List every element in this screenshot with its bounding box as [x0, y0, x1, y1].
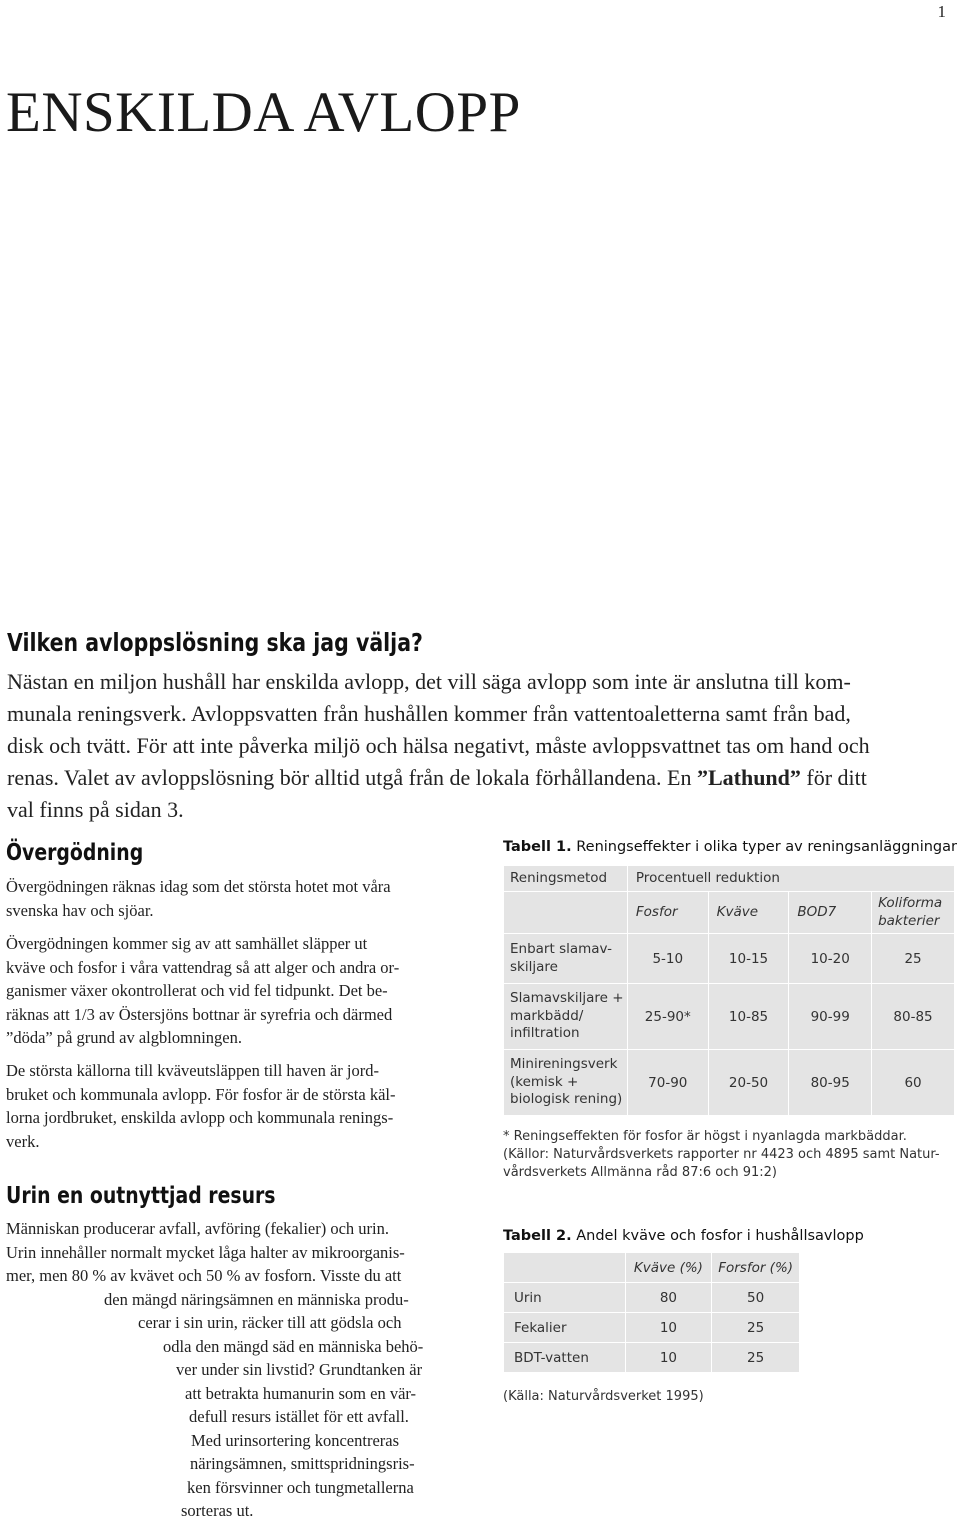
text-line: De största källorna till kväveutsläppen till haven är jord-	[6, 1061, 379, 1080]
text-line: sorteras ut.	[181, 1501, 254, 1520]
table2-header: Forsfor (%)	[712, 1253, 800, 1283]
intro-paragraph	[7, 666, 955, 826]
table1-cell: 10-85	[708, 984, 789, 1050]
text-line: att betrakta humanurin som en vär-	[185, 1383, 417, 1403]
page-title: ENSKILDA AVLOPP	[6, 81, 521, 144]
overgodning-paragraph-1	[6, 875, 466, 922]
text-line: räknas att 1/3 av Östersjöns bottnar är syrefria och därmed	[6, 1004, 393, 1024]
lathund-link-text: ”Lathund”	[696, 765, 801, 790]
text-line: cerar i sin urin, räcker till att gödsla och	[138, 1313, 402, 1332]
note-line: vårdsverkets Allmänna råd 87:6 och 91:2)	[503, 1165, 777, 1180]
note-line: (Källor: Naturvårdsverkets rapporter nr 4423 och 4895 samt Natur-	[503, 1147, 940, 1162]
table1-caption-text: Reningseffekter i olika typer av reningsanläggningar	[571, 839, 957, 855]
method-line: skiljare	[510, 958, 558, 975]
table1-header-method: Reningsmetod	[504, 866, 628, 892]
page-number: 1	[937, 2, 946, 21]
text-line: kväve och fosfor i våra vattendrag så att alger och andra or-	[6, 957, 400, 977]
method-line: Minireningsverk	[510, 1056, 618, 1073]
text-line: den mängd näringsämnen en människa produ-	[104, 1289, 409, 1309]
table2-caption-label: Tabell 2.	[503, 1228, 572, 1244]
intro-line: munala reningsverk. Avloppsvatten från hushållen kommer från vattentoaletterna samt från bad,	[7, 701, 851, 726]
text-line: ganismer växer okontrollerat och vid fel tidpunkt. Det be-	[6, 981, 388, 1000]
text-line: Människan producerar avfall, avföring (fekalier) och urin.	[6, 1219, 390, 1238]
table1-cell: 80-85	[872, 984, 955, 1050]
table2-empty-cell	[504, 1253, 626, 1283]
table1-subheader: Fosfor	[627, 892, 708, 934]
table1-cell: 5-10	[627, 934, 708, 984]
text-line: lorna jordbruket, enskilda avlopp och kommunala renings-	[6, 1108, 394, 1127]
overgodning-paragraph-3	[6, 1059, 466, 1153]
table2-row-label: Urin	[504, 1283, 626, 1313]
table2-caption	[503, 1228, 864, 1244]
table2-cell: 25	[712, 1343, 800, 1373]
text-line: odla den mängd säd en människa behö-	[163, 1336, 424, 1356]
text-line: verk.	[6, 1131, 40, 1151]
text-line: Med urinsortering koncentreras	[191, 1430, 400, 1450]
intro-text: renas. Valet av avloppslösning bör alltid utgå från de lokala förhållandena. En	[7, 765, 697, 790]
table1-caption	[503, 839, 957, 855]
method-line: biologisk rening)	[510, 1091, 623, 1108]
table1-cell: 10-20	[789, 934, 872, 984]
text-line: Övergödningen kommer sig av att samhället släpper ut	[6, 934, 368, 953]
table1-header-group: Procentuell reduktion	[627, 866, 954, 892]
text-line: Urin innehåller normalt mycket låga halter av mikroorganis-	[6, 1242, 405, 1262]
text-line: svenska hav och sjöar.	[6, 900, 154, 920]
section-heading-avloppslosning: Vilken avloppslösning ska jag välja?	[7, 628, 423, 657]
table1-cell: 10-15	[708, 934, 789, 984]
text-line: ver under sin livstid? Grundtanken är	[176, 1360, 423, 1379]
table1-cell: 25-90*	[627, 984, 708, 1050]
table2-caption-text: Andel kväve och fosfor i hushållsavlopp	[571, 1228, 864, 1244]
intro-line: Nästan en miljon hushåll har enskilda avlopp, det vill säga avlopp som inte är anslutna till kom-	[7, 669, 851, 694]
table1-subheader: Kväve	[708, 892, 789, 934]
table2-header: Kväve (%)	[625, 1253, 712, 1283]
table1-row-method	[504, 1050, 628, 1116]
intro-line: disk och tvätt. För att inte påverka miljö och hälsa negativt, måste avloppsvattnet tas om hand och	[7, 733, 870, 758]
table1-notes	[503, 1128, 940, 1182]
table1-cell: 80-95	[789, 1050, 872, 1116]
table1-caption-label: Tabell 1.	[503, 839, 572, 855]
table2-row-label: Fekalier	[504, 1313, 626, 1343]
table1-row-method	[504, 984, 628, 1050]
table2-cell: 80	[625, 1283, 712, 1313]
method-line: infiltration	[510, 1025, 580, 1042]
table1-cell: 25	[872, 934, 955, 984]
text-line: bruket och kommunala avlopp. För fosfor är de största käl-	[6, 1084, 396, 1104]
table2-cell: 25	[712, 1313, 800, 1343]
table1-subheader: Koliforma bakterier	[872, 892, 955, 934]
method-line: Slamavskiljare +	[510, 990, 624, 1007]
table1-cell: 60	[872, 1050, 955, 1116]
table2-cell: 50	[712, 1283, 800, 1313]
text-line: Övergödningen räknas idag som det största hotet mot våra	[6, 877, 391, 896]
table1-cell: 90-99	[789, 984, 872, 1050]
section-heading-urin: Urin en outnyttjad resurs	[6, 1183, 276, 1209]
table-reningseffekter	[503, 865, 955, 1116]
intro-text: för ditt	[800, 765, 867, 790]
text-line: näringsämnen, smittspridningsris-	[190, 1454, 415, 1473]
table1-subheader: BOD7	[789, 892, 872, 934]
table1-empty-cell	[504, 892, 628, 934]
text-line: ken försvinner och tungmetallerna	[187, 1477, 414, 1497]
table1-row-method	[504, 934, 628, 984]
method-line: markbädd/	[510, 1007, 584, 1024]
table2-cell: 10	[625, 1343, 712, 1373]
text-line: mer, men 80 % av kvävet och 50 % av fosforn. Visste du att	[6, 1266, 402, 1285]
intro-line: val finns på sidan 3.	[7, 797, 184, 822]
method-line: (kemisk +	[510, 1073, 579, 1090]
intro-line	[7, 762, 955, 794]
table2-cell: 10	[625, 1313, 712, 1343]
note-line: * Reningseffekten för fosfor är högst i nyanlagda markbäddar.	[503, 1129, 907, 1144]
text-line: ”döda” på grund av algblomningen.	[6, 1028, 242, 1047]
table2-row-label: BDT-vatten	[504, 1343, 626, 1373]
text-line: defull resurs istället för ett avfall.	[189, 1407, 409, 1426]
section-heading-overgodning: Övergödning	[6, 840, 144, 866]
table-andel-kvave-fosfor	[503, 1252, 800, 1373]
table1-cell: 20-50	[708, 1050, 789, 1116]
urin-paragraph	[6, 1217, 466, 1523]
table1-cell: 70-90	[627, 1050, 708, 1116]
overgodning-paragraph-2	[6, 932, 466, 1050]
method-line: Enbart slamav-	[510, 941, 613, 957]
table2-source: (Källa: Naturvårdsverket 1995)	[503, 1389, 704, 1404]
